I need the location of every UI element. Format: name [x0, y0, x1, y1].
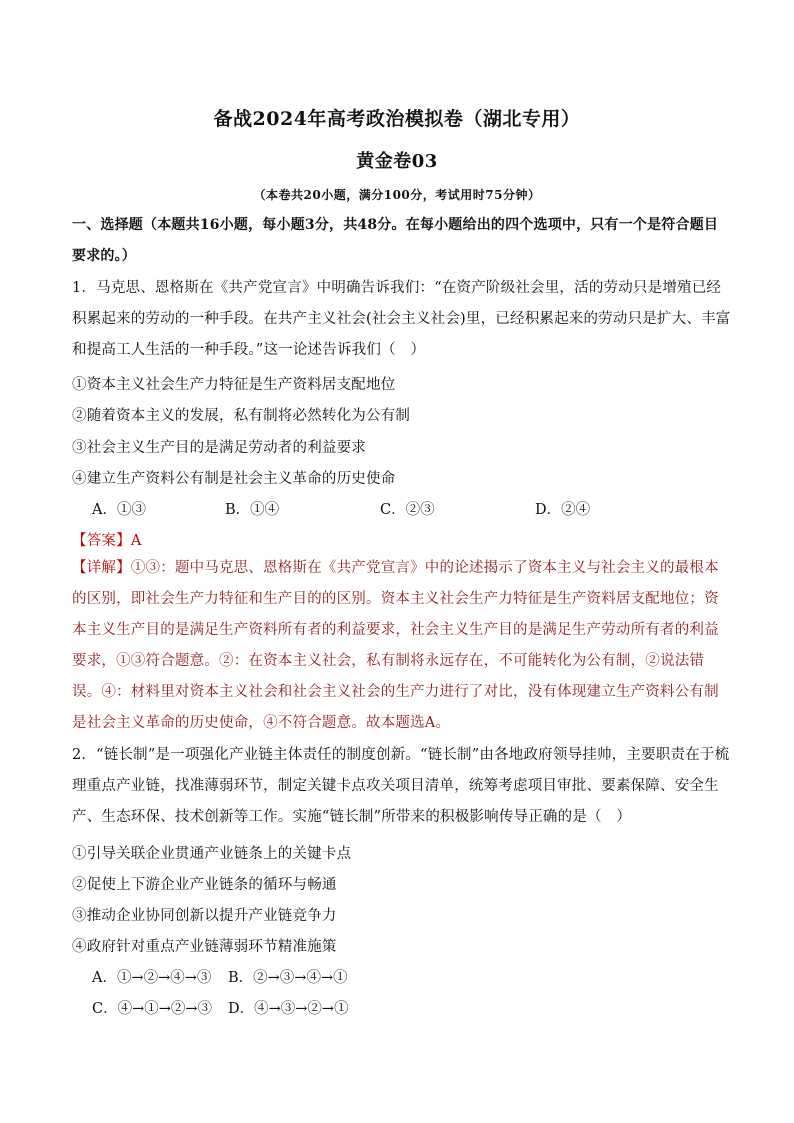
question-1-item-1: ①资本主义社会生产力特征是生产资料居支配地位: [72, 377, 396, 393]
question-1-explanation: [72, 553, 732, 739]
exam-note: （本卷共20小题，满分100分，考试用时75分钟）: [253, 188, 541, 202]
question-1-option-d: D．②④: [535, 502, 591, 518]
answer-label: 【答案】: [72, 533, 131, 549]
question-2-stem: 2．“链长制”是一项强化产业链主体责任的制度创新。“链长制”由各地政府领导挂帅，主要职责在于梳理重点产业链，找准薄弱环节，制定关键卡点攻关项目清单，统筹考虑项目审批、要素保障、安全生产、生态环保、技术创新等工作。实施“链长制”所带来的积极影响传导正确的是（ ）: [72, 747, 730, 825]
question-2-item-2: ②促使上下游企业产业链条的循环与畅通: [72, 877, 337, 893]
question-2-item-4: ④政府针对重点产业链薄弱环节精准施策: [72, 939, 337, 955]
question-1-item-3: ③社会主义生产目的是满足劳动者的利益要求: [72, 440, 366, 456]
question-2-option-a: A．①→②→④→③: [92, 970, 212, 986]
question-2-option-d: D．④→③→②→①: [228, 1001, 349, 1017]
question-1-option-b: B．①④: [225, 502, 280, 518]
page-subtitle: 黄金卷03: [356, 151, 438, 172]
section-heading: 一、选择题（本题共16小题，每小题3分，共48分。在每小题给出的四个选项中，只有一个是符合题目要求的。）: [72, 217, 719, 264]
question-2-item-1: ①引导关联企业贯通产业链条上的关键卡点: [72, 846, 352, 862]
explain-label: 【详解】: [72, 560, 131, 576]
question-1-option-c: C．②③: [380, 502, 435, 518]
question-1-answer: [72, 529, 732, 550]
question-1-option-a: A．①③: [92, 502, 146, 518]
question-2-item-3: ③推动企业协同创新以提升产业链竞争力: [72, 908, 337, 924]
question-2-option-c: C．④→①→②→③: [92, 1001, 213, 1017]
answer-value: A: [130, 533, 142, 549]
page-title: 备战2024年高考政治模拟卷（湖北专用）: [213, 108, 581, 130]
question-2-option-b: B．②→③→④→①: [228, 970, 348, 986]
question-1-item-4: ④建立生产资料公有制是社会主义革命的历史使命: [72, 471, 396, 487]
question-1-stem: 1．马克思、恩格斯在《共产党宣言》中明确告诉我们：“在资产阶级社会里，活的劳动只是增殖已经积累起来的劳动的一种手段。在共产主义社会(社会主义社会)里，已经积累起来的劳动只是扩大、丰富和提高工人生活的一种手段。”这一论述告诉我们（ ）: [72, 280, 731, 358]
question-1-item-2: ②随着资本主义的发展，私有制将必然转化为公有制: [72, 408, 411, 424]
explain-text: ①③：题中马克思、恩格斯在《共产党宣言》中的论述揭示了资本主义与社会主义的最根本的区别，即社会生产力特征和生产目的的区别。资本主义社会生产力特征是生产资料居支配地位；资本主义生产目的是满足生产资料所有者的利益要求，社会主义生产目的是满足生产劳动所有者的利益要求，①③符合题意。②：在资本主义社会，私有制将永远存在，不可能转化为公有制，②说法错误。④：材料里对资本主义社会和社会主义社会的生产力进行了对比，没有体现建立生产资料公有制是社会主义革命的历史使命，④不符合题意。故本题选A。: [72, 560, 719, 731]
